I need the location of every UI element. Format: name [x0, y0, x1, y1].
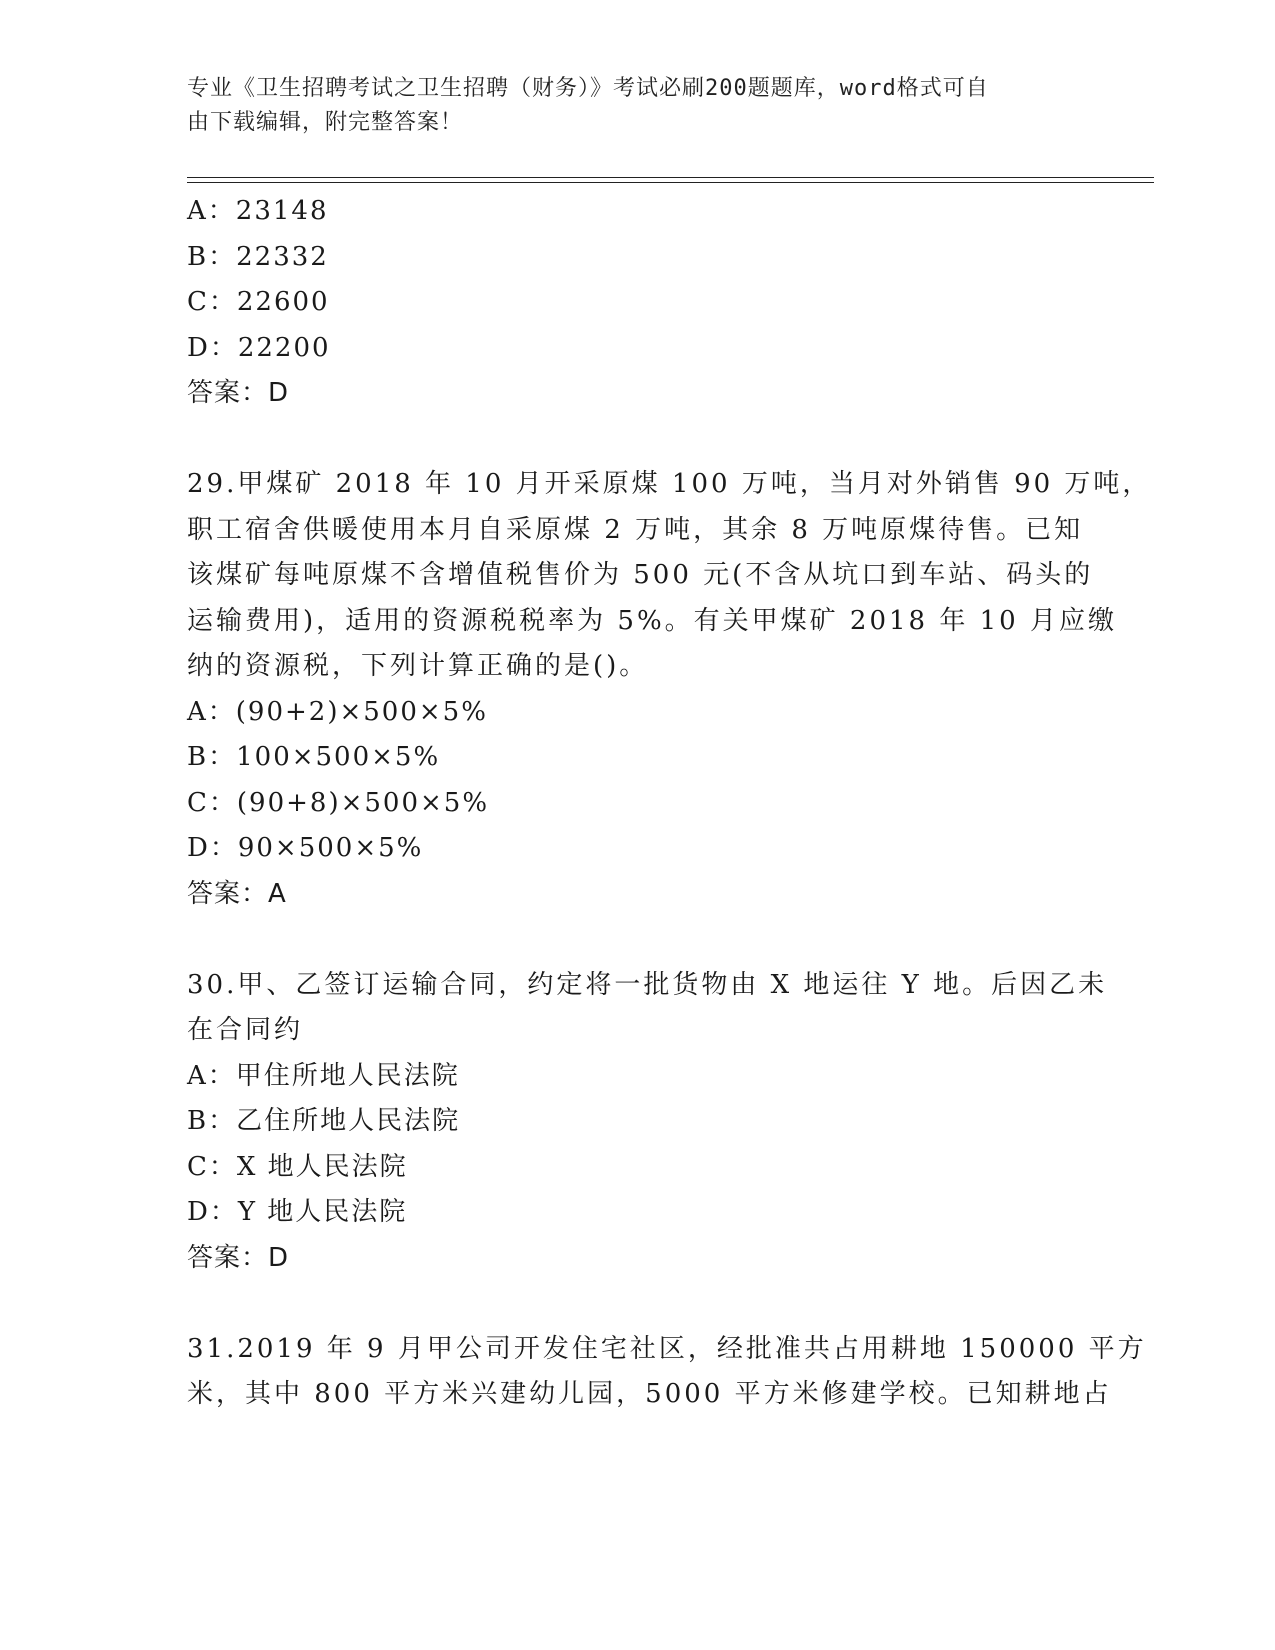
document-body: [187, 189, 1152, 1418]
question-text-line: 职工宿舍供暖使用本月自采原煤 2 万吨，其余 8 万吨原煤待售。已知: [187, 514, 1084, 545]
option-a: A：23148: [187, 196, 329, 226]
question-29: [187, 462, 1152, 690]
option-d: D：22200: [187, 332, 331, 363]
header-divider-top: [187, 177, 1154, 178]
option-c: C：X 地人民法院: [187, 1151, 408, 1182]
option-b: B：乙住所地人民法院: [187, 1106, 461, 1136]
question-text-line: 29.甲煤矿 2018 年 10 月开采原煤 100 万吨，当月对外销售 90 万吨，: [187, 469, 1152, 499]
option-d: D：Y 地人民法院: [187, 1197, 408, 1227]
header-line-2: 由下载编辑，附完整答案！: [187, 110, 464, 135]
question-text-line: 在合同约: [187, 1015, 304, 1045]
question-text-line: 31.2019 年 9 月甲公司开发住宅社区，经批准共占用耕地 150000 平方: [187, 1333, 1147, 1364]
answer-line: 答案：D: [187, 378, 290, 408]
option-b: B：100×500×5%: [187, 742, 441, 772]
question-30: [187, 963, 1108, 1054]
option-c: C：22600: [187, 287, 330, 317]
option-c: C：(90+8)×500×5%: [187, 787, 490, 818]
header-line-1: 专业《卫生招聘考试之卫生招聘（财务）》考试必刷200题题库，word格式可自: [187, 76, 989, 101]
question-text-line: 30.甲、乙签订运输合同，约定将一批货物由 X 地运往 Y 地。后因乙未: [187, 969, 1108, 1000]
option-b: B：22332: [187, 241, 329, 272]
question-text-line: 米，其中 800 平方米兴建幼儿园，5000 平方米修建学校。已知耕地占: [187, 1379, 1112, 1409]
answer-line: 答案：D: [187, 1242, 290, 1273]
question-text-line: 该煤矿每吨原煤不含增值税售价为 500 元(不含从坑口到车站、码头的: [187, 560, 1094, 590]
option-a: A：(90+2)×500×5%: [187, 696, 488, 727]
question-28-continued: [187, 189, 1087, 417]
header-divider-bottom: [187, 182, 1154, 183]
question-31: [187, 1327, 1147, 1418]
question-text-line: 纳的资源税，下列计算正确的是()。: [187, 651, 649, 681]
question-text-line: 运输费用)，适用的资源税税率为 5%。有关甲煤矿 2018 年 10 月应缴: [187, 605, 1117, 636]
option-a: A：甲住所地人民法院: [187, 1060, 460, 1091]
option-d: D：90×500×5%: [187, 833, 424, 863]
answer-line: 答案：A: [187, 878, 287, 909]
document-header: [187, 72, 1067, 140]
